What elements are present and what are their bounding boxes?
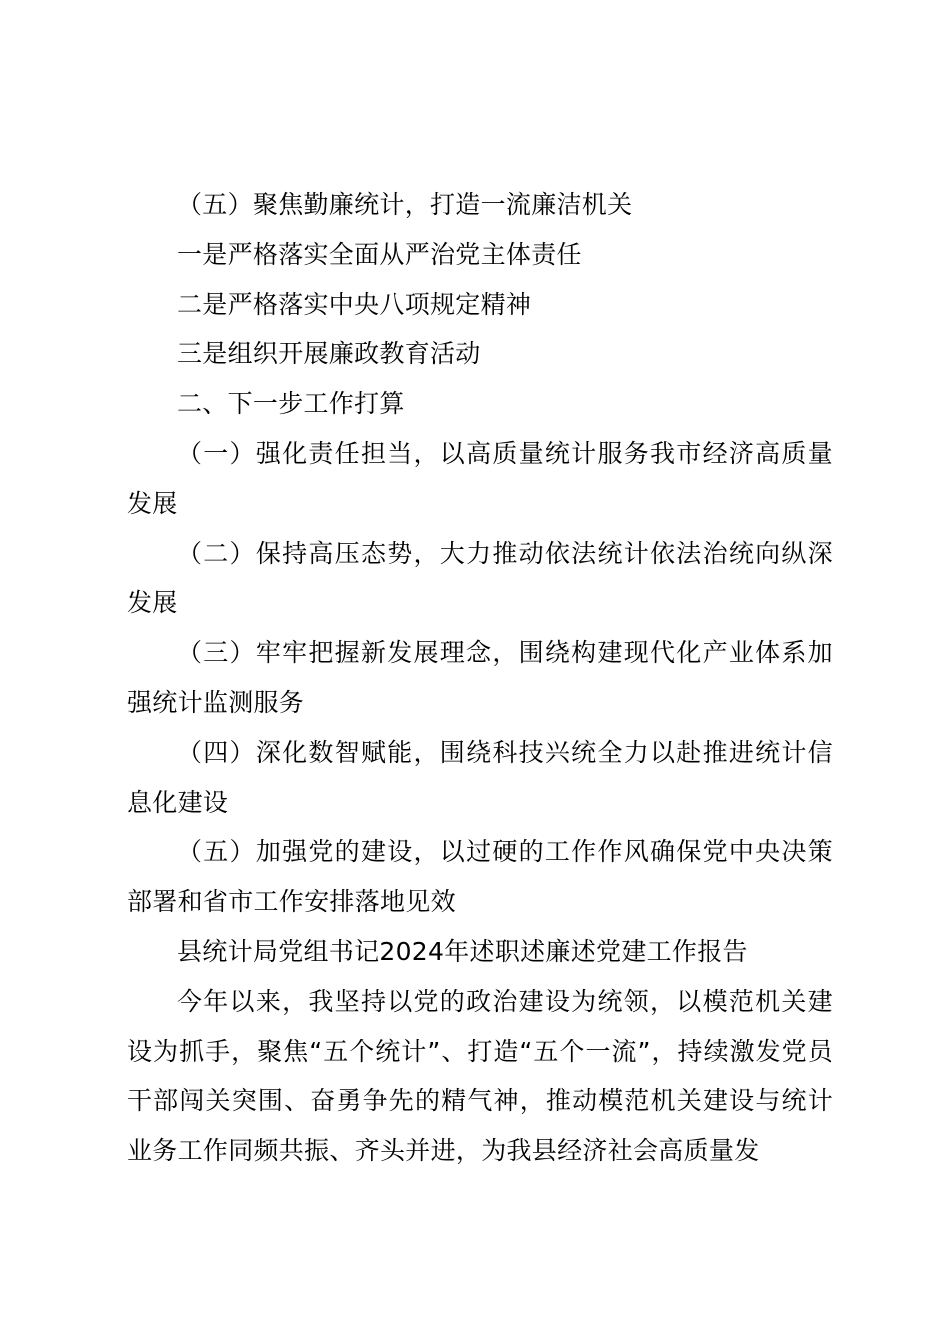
paragraph-item-one: 一是严格落实全面从严治党主体责任 (177, 239, 582, 269)
paragraph-plan-two: （二）保持高压态势，大力推动依法统计依法治统向纵深发展 (127, 538, 833, 618)
document-body (127, 180, 833, 1176)
paragraph-plan-three: （三）牢牢把握新发展理念，围绕构建现代化产业体系加强统计监测服务 (127, 638, 833, 717)
paragraph-report-body: 今年以来，我坚持以党的政治建设为统领，以模范机关建设为抓手，聚焦“五个统计”、打造“五个一流”，持续激发党员干部闯关突围、奋勇争先的精气神，推动模范机关建设与统计业务工作同频共振、齐头并进，为我县经济社会高质量发 (127, 986, 833, 1166)
paragraph-section-five-heading: （五）聚焦勤廉统计，打造一流廉洁机关 (177, 190, 633, 219)
paragraph-next-steps-heading: 二、下一步工作打算 (177, 389, 405, 419)
paragraph-plan-one: （一）强化责任担当，以高质量统计服务我市经济高质量发展 (127, 438, 833, 518)
paragraph-report-title: 县统计局党组书记2024年述职述廉述党建工作报告 (177, 936, 748, 966)
paragraph-item-three: 三是组织开展廉政教育活动 (177, 339, 481, 369)
paragraph-plan-five: （五）加强党的建设，以过硬的工作作风确保党中央决策部署和省市工作安排落地见效 (127, 837, 833, 917)
paragraph-item-two: 二是严格落实中央八项规定精神 (177, 289, 532, 319)
paragraph-plan-four: （四）深化数智赋能，围绕科技兴统全力以赴推进统计信息化建设 (127, 737, 833, 817)
